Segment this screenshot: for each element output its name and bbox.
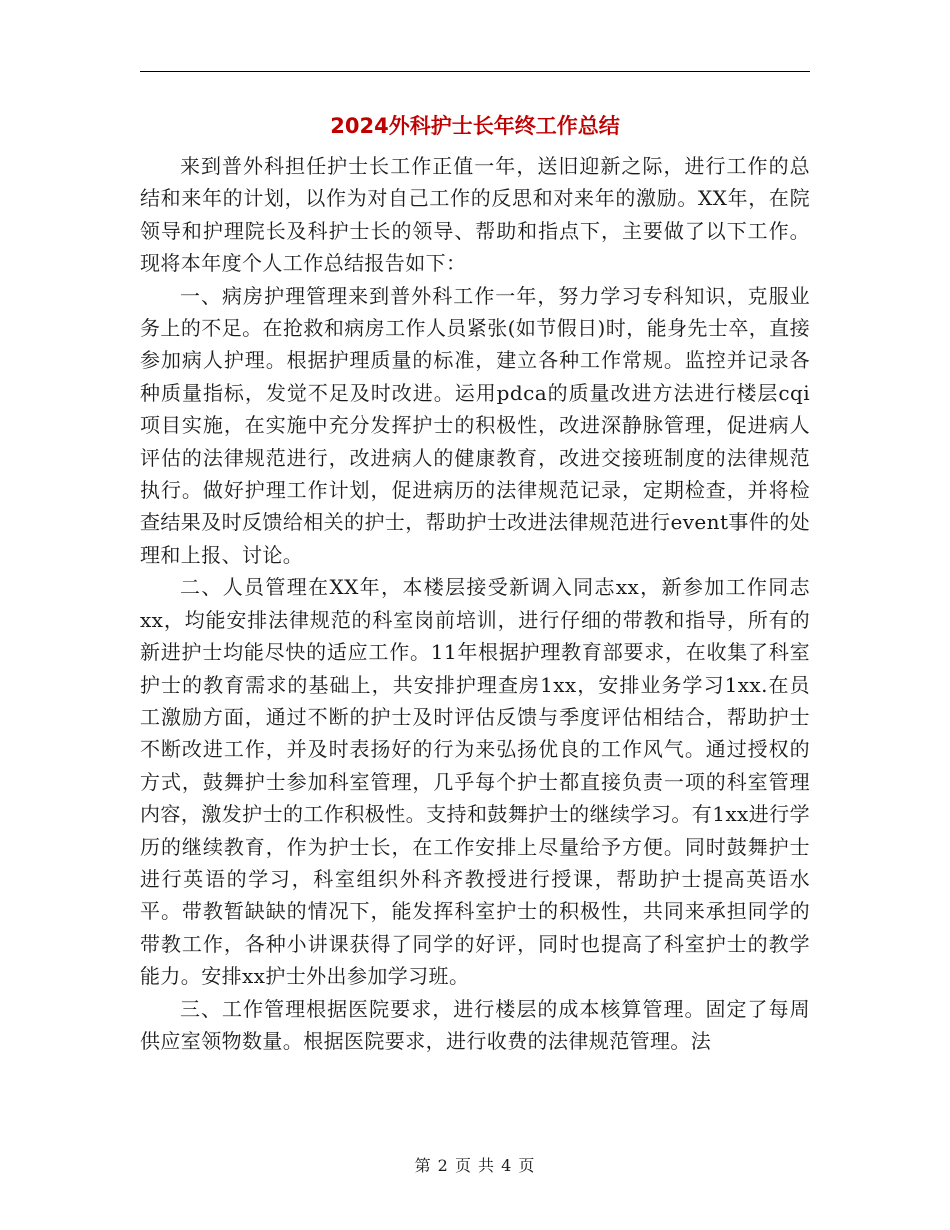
paragraph-ward-management: 一、病房护理管理来到普外科工作一年，努力学习专科知识，克服业务上的不足。在抢救和病房工作人员紧张(如节假日)时，能身先士卒，直接参加病人护理。根据护理质量的标准，建立各种工作常规。监控并记录各种质量指标，发觉不足及时改进。运用pdca的质量改进方法进行楼层cqi项目实施，在实施中充分发挥护士的积极性，改进深静脉管理，促进病人评估的法律规范进行，改进病人的健康教育，改进交接班制度的法律规范执行。做好护理工作计划，促进病历的法律规范记录，定期检查，并将检查结果及时反馈给相关的护士，帮助护士改进法律规范进行event事件的处理和上报、讨论。 — [140, 283, 810, 567]
paragraph-work-management: 三、工作管理根据医院要求，进行楼层的成本核算管理。固定了每周供应室领物数量。根据医院要求，进行收费的法律规范管理。法 — [140, 996, 810, 1053]
page-number-footer: 第 2 页 共 4 页 — [414, 1156, 536, 1175]
paragraph-intro: 来到普外科担任护士长工作正值一年，送旧迎新之际，进行工作的总结和来年的计划，以作为对自己工作的反思和对来年的激励。XX年，在院领导和护理院长及科护士长的领导、帮助和指点下，主要做了以下工作。现将本年度个人工作总结报告如下： — [140, 154, 810, 276]
document-body — [140, 150, 810, 1057]
header-rule — [140, 71, 810, 72]
paragraph-staff-management: 二、人员管理在XX年，本楼层接受新调入同志xx，新参加工作同志xx，均能安排法律规范的科室岗前培训，进行仔细的带教和指导，所有的新进护士均能尽快的适应工作。11年根据护理教育部要求，在收集了科室护士的教育需求的基础上，共安排护理查房1xx，安排业务学习1xx.在员工激励方面，通过不断的护士及时评估反馈与季度评估相结合，帮助护士不断改进工作，并及时表扬好的行为来弘扬优良的工作风气。通过授权的方式，鼓舞护士参加科室管理，几乎每个护士都直接负责一项的科室管理内容，激发护士的工作积极性。支持和鼓舞护士的继续学习。有1xx进行学历的继续教育，作为护士长，在工作安排上尽量给予方便。同时鼓舞护士进行英语的学习，科室组织外科齐教授进行授课，帮助护士提高英语水平。带教暂缺缺的情况下，能发挥科室护士的积极性，共同来承担同学的带教工作，各种小讲课获得了同学的好评，同时也提高了科室护士的教学能力。安排xx护士外出参加学习班。 — [140, 575, 810, 989]
document-title: 2024外科护士长年终工作总结 — [330, 114, 620, 138]
